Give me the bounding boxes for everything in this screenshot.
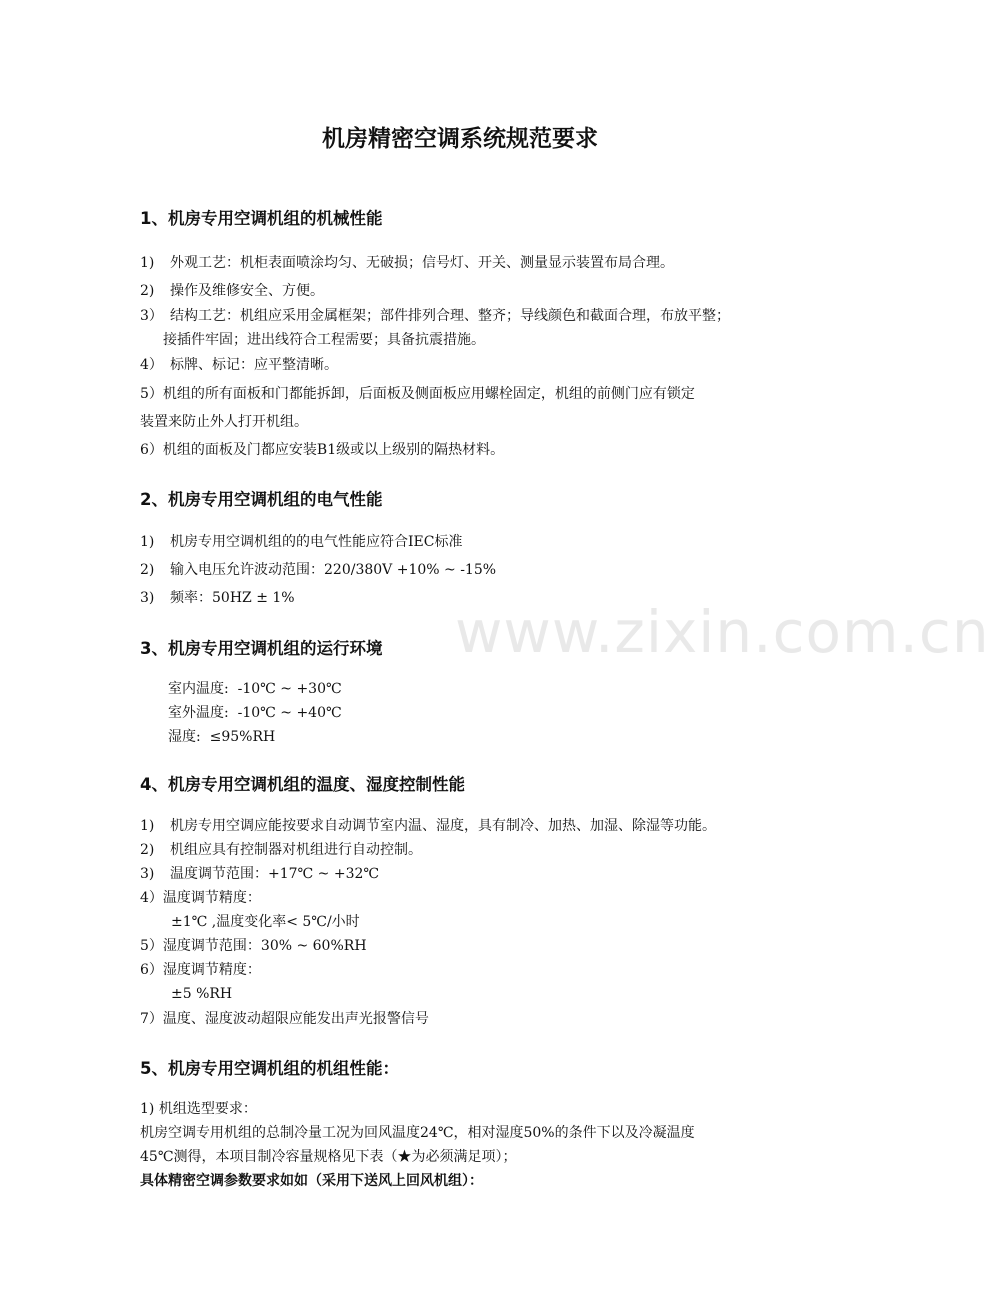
s2-item-1	[140, 533, 462, 551]
s1-item-4	[140, 356, 338, 374]
s2-item-2	[140, 561, 496, 579]
s4-item-2	[140, 841, 422, 859]
s4-item-5: 5）湿度调节范围：30% ~ 60%RH	[140, 938, 367, 954]
s1-item-6: 6）机组的面板及门都应安装B1级或以上级别的隔热材料。	[140, 442, 505, 458]
s4-item-3-num: 3)	[140, 866, 155, 882]
s1-item-2-num: 2)	[140, 283, 155, 299]
s1-item-3-text: 结构工艺：机组应采用金属框架；部件排列合理、整齐；导线颜色和截面合理，布放平整；	[170, 308, 730, 324]
s5-para-3: 45℃测得，本项目制冷容量规格见下表（★为必须满足项）；	[140, 1149, 517, 1165]
s2-item-3	[140, 589, 295, 607]
s1-item-1-text: 外观工艺：机柜表面喷涂均匀、无破损；信号灯、开关、测量显示装置布局合理。	[170, 255, 674, 271]
s1-item-2-text: 操作及维修安全、方便。	[170, 283, 324, 299]
s4-item-3	[140, 865, 379, 883]
s1-item-3-cont: 接插件牢固；进出线符合工程需要；具备抗震措施。	[163, 332, 485, 348]
section-3-heading: 3、机房专用空调机组的运行环境	[140, 639, 383, 658]
section-4-heading: 4、机房专用空调机组的温度、湿度控制性能	[140, 775, 465, 794]
s4-item-1-num: 1)	[140, 818, 155, 834]
s1-item-2	[140, 282, 324, 300]
s4-item-6: 6）湿度调节精度：	[140, 962, 261, 978]
s2-item-1-num: 1)	[140, 534, 155, 550]
outdoor-temperature: 室外温度: -10℃ ~ +40℃	[168, 705, 342, 721]
s1-item-5-cont: 装置来防止外人打开机组。	[140, 414, 308, 430]
s4-item-3-text: 温度调节范围：+17℃ ~ +32℃	[170, 866, 380, 882]
s5-para-1: 1) 机组选型要求：	[140, 1101, 257, 1117]
s1-item-3-num: 3）	[140, 308, 163, 324]
s4-item-7: 7）温度、湿度波动超限应能发出声光报警信号	[140, 1011, 429, 1027]
s4-item-1	[140, 817, 716, 835]
s4-item-6-cont: ±5 %RH	[171, 986, 233, 1002]
s2-item-3-num: 3)	[140, 590, 155, 606]
s4-item-4: 4）温度调节精度：	[140, 890, 261, 906]
watermark: www.zixin.com.cn	[455, 598, 990, 666]
s1-item-1-num: 1)	[140, 255, 155, 271]
s2-item-2-text: 输入电压允许波动范围：220/380V +10% ~ -15%	[170, 562, 497, 578]
s1-item-4-text: 标牌、标记：应平整清晰。	[170, 357, 338, 373]
s2-item-3-text: 频率：50HZ ± 1%	[170, 590, 295, 606]
s1-item-4-num: 4）	[140, 357, 163, 373]
s5-para-4: 具体精密空调参数要求如如（采用下送风上回风机组）：	[140, 1173, 483, 1189]
s4-item-2-text: 机组应具有控制器对机组进行自动控制。	[170, 842, 422, 858]
s4-item-4-cont: ±1℃ ,温度变化率< 5℃/小时	[171, 914, 360, 930]
s2-item-2-num: 2)	[140, 562, 155, 578]
document-title: 机房精密空调系统规范要求	[322, 126, 598, 152]
s1-item-3	[140, 307, 730, 325]
section-2-heading: 2、机房专用空调机组的电气性能	[140, 490, 383, 509]
indoor-temperature: 室内温度: -10℃ ~ +30℃	[168, 681, 342, 697]
s1-item-5: 5）机组的所有面板和门都能拆卸，后面板及侧面板应用螺栓固定，机组的前侧门应有锁定	[140, 386, 695, 402]
s4-item-1-text: 机房专用空调应能按要求自动调节室内温、湿度，具有制冷、加热、加湿、除湿等功能。	[170, 818, 716, 834]
humidity: 湿度: ≤95%RH	[168, 729, 276, 745]
s4-item-2-num: 2)	[140, 842, 155, 858]
s5-para-2: 机房空调专用机组的总制冷量工况为回风温度24℃，相对湿度50%的条件下以及冷凝温度	[140, 1125, 695, 1141]
section-1-heading: 1、机房专用空调机组的机械性能	[140, 209, 383, 228]
s2-item-1-text: 机房专用空调机组的的电气性能应符合IEC标准	[170, 534, 463, 550]
s1-item-1	[140, 254, 674, 272]
section-5-heading: 5、机房专用空调机组的机组性能：	[140, 1059, 399, 1078]
